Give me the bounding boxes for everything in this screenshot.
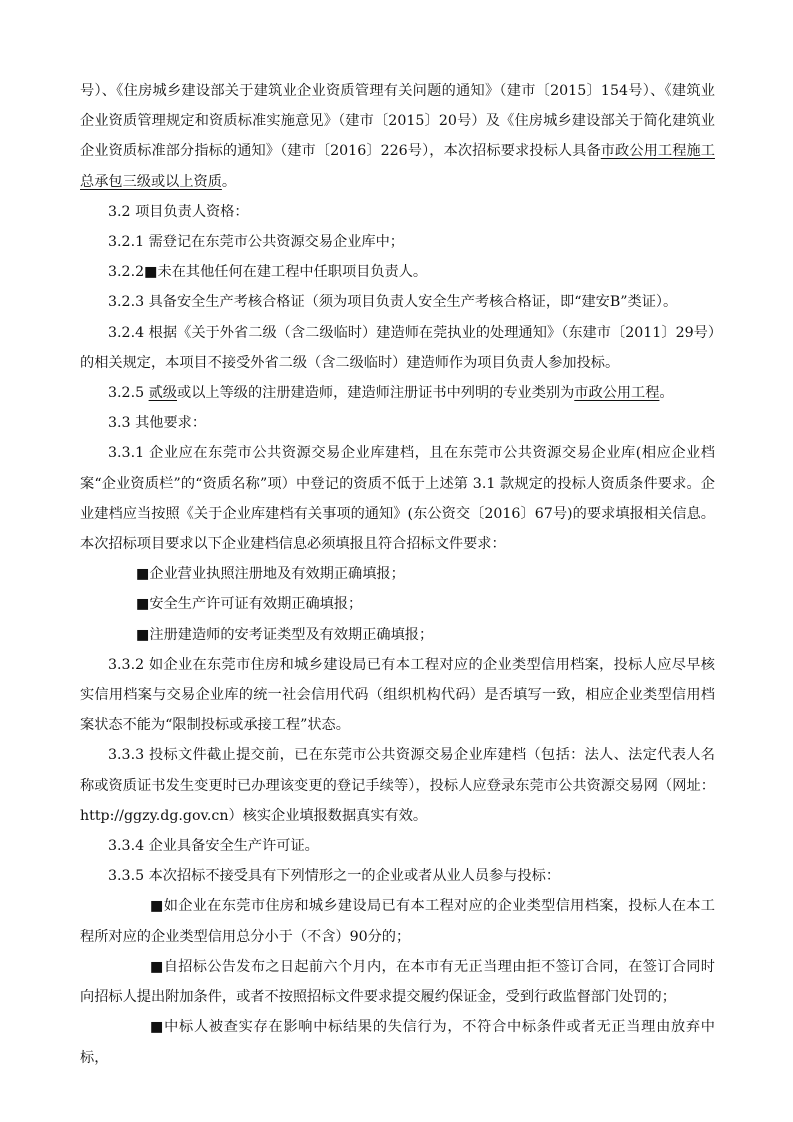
underlined-text: 市政公用工程 [574, 385, 660, 402]
text-run: 3.3.2 如企业在东莞市住房和城乡建设局已有本工程对应的企业类型信用档案，投标人应尽早核实信用档案与交易企业库的统一社会信用代码（组织机构代码）是否填写一致，相应企业类型信用档案状态不能为“限制投标或承接工程”状态。 [80, 656, 715, 734]
text-run: 3.2.3 具备安全生产考核合格证（须为项目负责人安全生产考核合格证，即“建安B”类证）。 [108, 294, 678, 311]
paragraph [80, 378, 715, 408]
text-run: 3.3.1 企业应在东莞市公共资源交易企业库建档，且在东莞市公共资源交易企业库(相应企业档案“企业资质栏”的“资质名称”项）中登记的资质不低于上述第 3.1 款规定的投标人资质条件要求。企业建档应当按照《关于企业库建档有关事项的通知》(东公资交〔2016〕67号)的要求填报相关信息。本次招标项目要求以下企业建档信息必须填报且符合招标文件要求： [80, 445, 715, 553]
text-run: 3.2.1 需登记在东莞市公共资源交易企业库中； [108, 234, 404, 251]
underlined-text: 市政公用工程施工总承包三级或以上资质 [80, 143, 715, 190]
text-run: 3.2.2■未在其他任何在建工程中任职项目负责人。 [108, 264, 428, 281]
paragraph [80, 620, 715, 650]
text-run: 3.3 其他要求： [108, 415, 207, 432]
paragraph [80, 861, 715, 891]
text-run: 3.2.5 [108, 385, 149, 402]
paragraph [80, 76, 715, 197]
paragraph [80, 831, 715, 861]
paragraph [80, 257, 715, 287]
paragraph [80, 589, 715, 619]
text-run: ■注册建造师的安考证类型及有效期正确填报； [136, 626, 434, 643]
paragraph [80, 287, 715, 317]
paragraph [80, 318, 715, 378]
text-run: ■企业营业执照注册地及有效期正确填报； [136, 566, 405, 583]
paragraph [80, 197, 715, 227]
text-run: 3.2 项目负责人资格： [108, 203, 249, 220]
text-run: 。 [659, 385, 674, 402]
paragraph [80, 559, 715, 589]
paragraph [80, 227, 715, 257]
text-run: 3.3.3 投标文件截止提交前，已在东莞市公共资源交易企业库建档（包括：法人、法定代表人名称或资质证书发生变更时已办理该变更的登记手续等），投标人应登录东莞市公共资源交易网（网址：http://ggzy.dg.gov.cn）核实企业填报数据真实有效。 [80, 747, 715, 824]
text-run: 号）、《住房城乡建设部关于建筑业企业资质管理有关问题的通知》（建市〔2015〕154号）、《建筑业企业资质管理规定和资质标准实施意见》（建市〔2015〕20号）及《住房城乡建设部关于简化建筑业企业资质标准部分指标的通知》（建市〔2016〕226号），本次招标要求投标人具备 [80, 83, 715, 160]
document-page [80, 76, 715, 1073]
paragraph [80, 1012, 715, 1072]
text-run: 。 [221, 173, 237, 190]
text-run: ■安全生产许可证有效期正确填报； [136, 596, 363, 613]
text-run: 3.2.4 根据《关于外省二级（含二级临时）建造师在莞执业的处理通知》（东建市〔2011〕29号）的相关规定，本项目不接受外省二级（含二级临时）建造师作为项目负责人参加投标。 [80, 324, 715, 371]
paragraph [80, 650, 715, 741]
text-run: ■如企业在东莞市住房和城乡建设局已有本工程对应的企业类型信用档案，投标人在本工程所对应的企业类型信用总分小于（不含）90分的； [80, 898, 715, 945]
underlined-text: 贰级 [148, 385, 177, 402]
text-run: ■自招标公告发布之日起前六个月内，在本市有无正当理由拒不签订合同，在签订合同时向招标人提出附加条件，或者不按照招标文件要求提交履约保证金，受到行政监督部门处罚的； [80, 958, 715, 1006]
text-run: 3.3.5 本次招标不接受具有下列情形之一的企业或者从业人员参与投标： [108, 868, 561, 885]
text-run: ■中标人被查实存在影响中标结果的失信行为，不符合中标条件或者无正当理由放弃中标， [80, 1019, 715, 1066]
paragraph [80, 408, 715, 438]
paragraph [80, 438, 715, 559]
text-run: 3.3.4 企业具备安全生产许可证。 [108, 838, 319, 855]
paragraph [80, 740, 715, 831]
paragraph [80, 891, 715, 951]
paragraph [80, 952, 715, 1012]
text-run: 或以上等级的注册建造师，建造师注册证书中列明的专业类别为 [177, 385, 575, 402]
